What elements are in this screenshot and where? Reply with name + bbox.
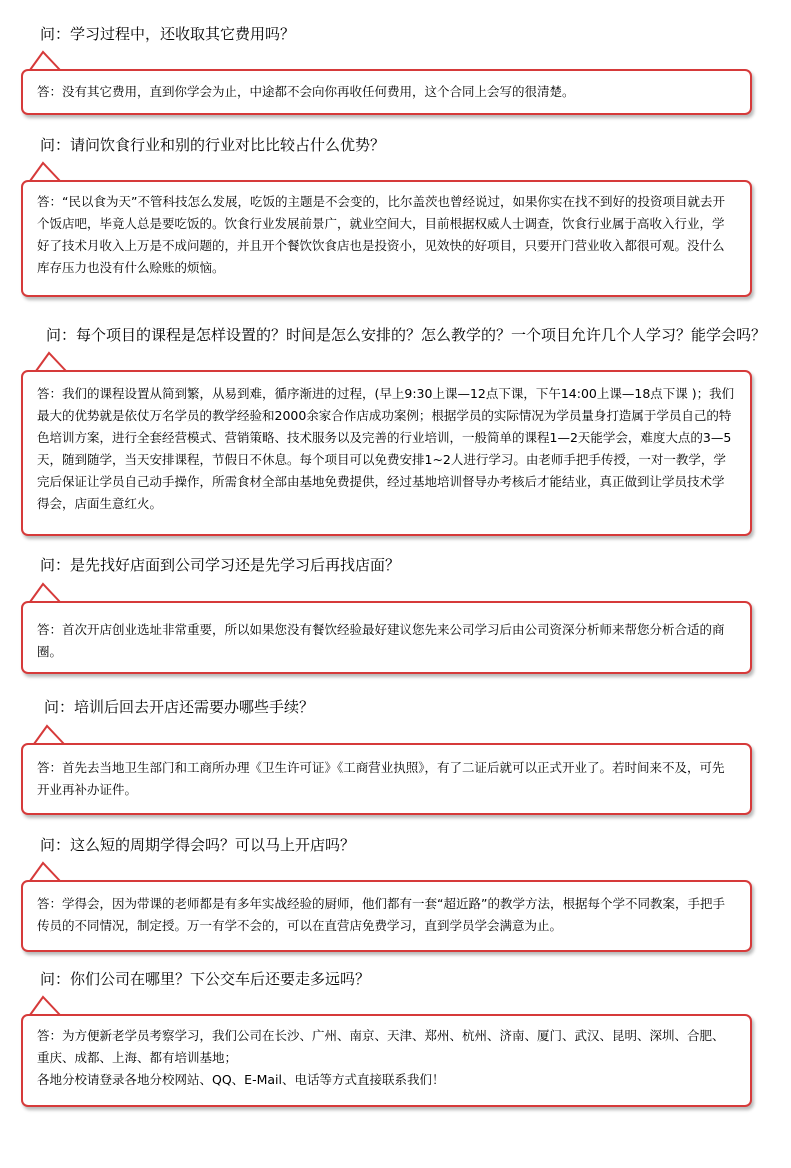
- answer-box: [21, 1014, 752, 1107]
- answer-box: [21, 180, 752, 297]
- answer-text: 答：学得会，因为带课的老师都是有多年实战经验的厨师，他们都有一套“超近路”的教学方法，根据每个学不同教案，手把手传员的不同情况，制定授。万一有学不会的，可以在直营店免费学习，直到学员学会满意为止。: [37, 896, 725, 933]
- question-text: 问：这么短的周期学得会吗？可以马上开店吗？: [40, 836, 356, 854]
- question-text: 问：你们公司在哪里？下公交车后还要走多远吗？: [40, 970, 371, 988]
- speech-tail-icon: [30, 49, 72, 71]
- answer-text: 答：我们的课程设置从简到繁，从易到难，循序渐进的过程，(早上9:30上课—12点下课，下午14:00上课—18点下课 )；我们最大的优势就是依仗万名学员的教学经验和2000余家合作店成功案例；根据学员的实际情况为学员量身打造属于学员自己的特色培训方案，进行全套经营模式、营销策略、技术服务以及完善的行业培训，一般简单的课程1—2天能学会，难度大点的3—5天，随到随学，当天安排课程，节假日不休息。每个项目可以免费安排1~2人进行学习。由老师手把手传授，一对一教学，学完后保证让学员自己动手操作，所需食材全部由基地免费提供，经过基地培训督导办考核后才能结业，真正做到让学员技术学得会，店面生意红火。: [37, 386, 735, 511]
- answer-text: 答：“民以食为天”不管科技怎么发展，吃饭的主题是不会变的，比尔盖茨也曾经说过，如果你实在找不到好的投资项目就去开个饭店吧，毕竟人总是要吃饭的。饮食行业发展前景广，就业空间大，目前根据权威人士调查，饮食行业属于高收入行业，学好了技术月收入上万是不成问题的，并且开个餐饮饮食店也是投资小，见效快的好项目，只要开门营业收入都很可观。没什么库存压力也没有什么赊账的烦恼。: [37, 194, 725, 275]
- speech-tail-icon: [34, 723, 76, 745]
- question-text: 问：学习过程中，还收取其它费用吗？: [40, 25, 296, 43]
- question-text: 问：是先找好店面到公司学习还是先学习后再找店面？: [40, 556, 401, 574]
- answer-text: 答：没有其它费用，直到你学会为止，中途都不会向你再收任何费用，这个合同上会写的很清楚。: [37, 84, 575, 99]
- speech-tail-icon: [30, 160, 72, 182]
- answer-box: [21, 743, 752, 815]
- question-text: 问：每个项目的课程是怎样设置的？时间是怎么安排的？怎么教学的？一个项目允许几个人学习？能学会吗？: [46, 326, 767, 344]
- answer-text: 答：为方便新老学员考察学习，我们公司在长沙、广州、南京、天津、郑州、杭州、济南、厦门、武汉、昆明、深圳、合肥、重庆、成都、上海、都有培训基地； 各地分校请登录各地分校网站、QQ、E-Mail、电话等方式直接联系我们！: [37, 1028, 725, 1087]
- answer-text: 答：首次开店创业选址非常重要，所以如果您没有餐饮经验最好建议您先来公司学习后由公司资深分析师来帮您分析合适的商圈。: [37, 622, 725, 659]
- speech-tail-icon: [30, 581, 72, 603]
- answer-box: [21, 880, 752, 952]
- answer-box: [21, 370, 752, 536]
- answer-box: [21, 69, 752, 115]
- question-text: 问：培训后回去开店还需要办哪些手续？: [44, 698, 315, 716]
- question-text: 问：请问饮食行业和别的行业对比比较占什么优势？: [40, 136, 386, 154]
- speech-tail-icon: [30, 860, 72, 882]
- speech-tail-icon: [36, 350, 78, 372]
- answer-box: [21, 601, 752, 674]
- speech-tail-icon: [30, 994, 72, 1016]
- answer-text: 答：首先去当地卫生部门和工商所办理《卫生许可证》《工商营业执照》，有了二证后就可以正式开业了。若时间来不及，可先开业再补办证件。: [37, 760, 725, 797]
